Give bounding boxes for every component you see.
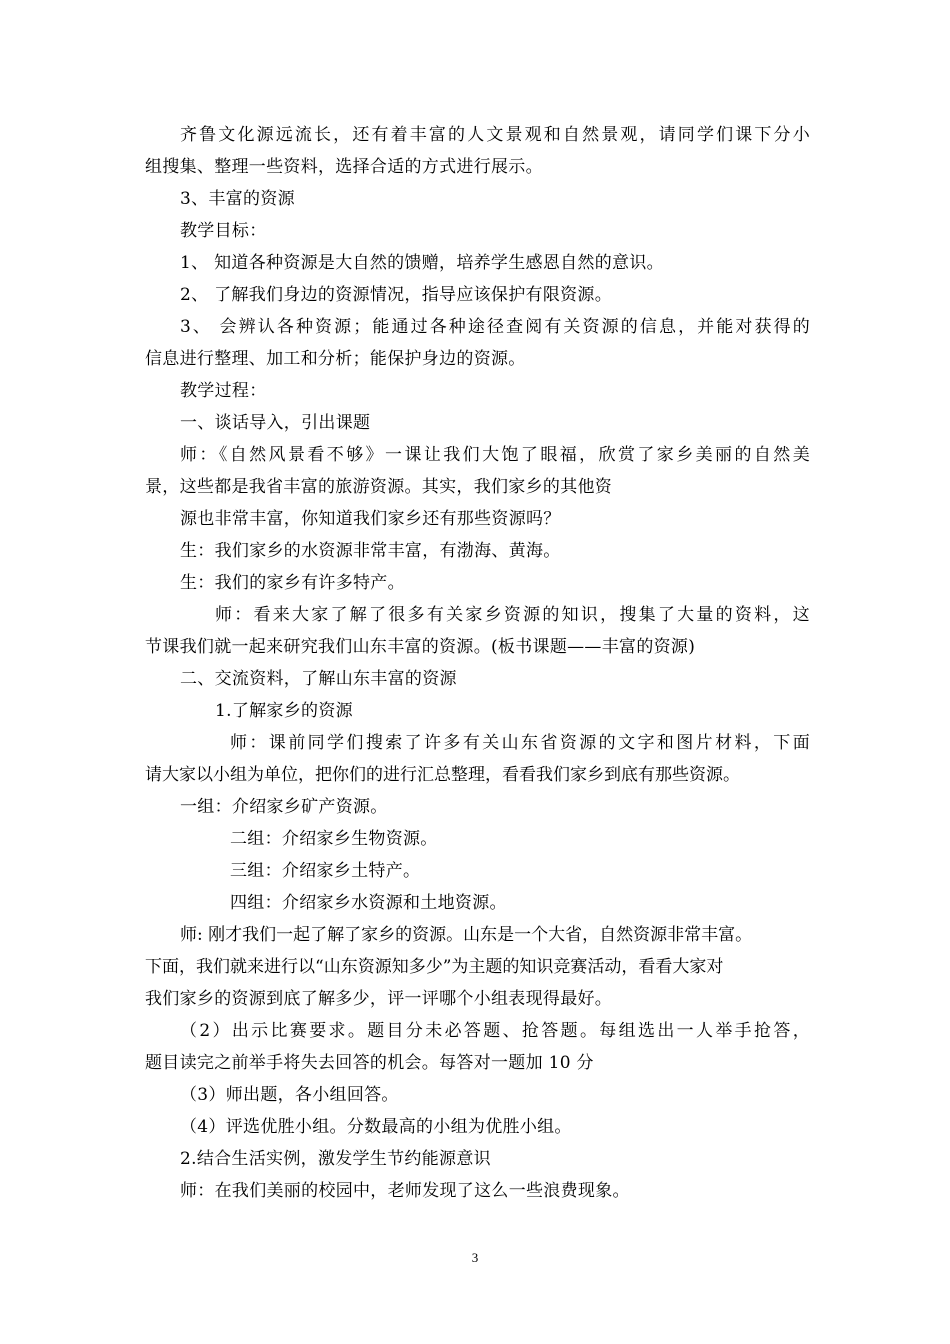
text-line: 师：看来大家了解了很多有关家乡资源的知识，搜集了大量的资料，这 <box>215 605 810 625</box>
text-line: 我们家乡的资源到底了解多少，评一评哪个小组表现得最好。 <box>145 989 613 1009</box>
text-line: 题目读完之前举手将失去回答的机会。每答对一题加 10 分 <box>145 1053 594 1073</box>
list-item: 1、 知道各种资源是大自然的馈赠，培养学生感恩自然的意识。 <box>180 253 664 273</box>
list-item: 3、 会辨认各种资源；能通过各种途径查阅有关资源的信息，并能对获得的 <box>180 317 810 337</box>
text-line: （3）师出题，各小组回答。 <box>180 1085 399 1105</box>
page-number: 3 <box>471 1250 479 1265</box>
section-heading: 2.结合生活实例，激发学生节约能源意识 <box>180 1149 491 1169</box>
text-line: 三组：介绍家乡土特产。 <box>230 861 421 881</box>
text-line: 源也非常丰富，你知道我们家乡还有那些资源吗？ <box>180 509 561 529</box>
text-line: 师：《自然风景看不够》一课让我们大饱了眼福，欣赏了家乡美丽的自然美 <box>180 445 810 465</box>
text-line: 信息进行整理、加工和分析；能保护身边的资源。 <box>145 349 526 369</box>
text-line: 师：课前同学们搜索了许多有关山东省资源的文字和图片材料，下面 <box>230 733 810 753</box>
text-line: 组搜集、整理一些资料，选择合适的方式进行展示。 <box>145 157 543 177</box>
section-heading: 3、丰富的资源 <box>180 189 295 209</box>
text-line: 生：我们的家乡有许多特产。 <box>180 573 405 593</box>
text-line: 一组：介绍家乡矿产资源。 <box>180 797 388 817</box>
text-line: 教学目标： <box>180 221 267 241</box>
list-item: 2、 了解我们身边的资源情况，指导应该保护有限资源。 <box>180 285 613 305</box>
section-heading: 二、交流资料，了解山东丰富的资源 <box>180 669 457 689</box>
text-line: 师：在我们美丽的校园中，老师发现了这么一些浪费现象。 <box>180 1181 630 1201</box>
text-line: 教学过程： <box>180 381 267 401</box>
section-heading: 一、谈话导入，引出课题 <box>180 413 371 433</box>
text-line: 景，这些都是我省丰富的旅游资源。其实，我们家乡的其他资 <box>145 477 613 497</box>
text-line: 师: 刚才我们一起了解了家乡的资源。山东是一个大省，自然资源非常丰富。 <box>180 925 753 945</box>
text-line: 节课我们就一起来研究我们山东丰富的资源。(板书课题——丰富的资源) <box>145 637 696 657</box>
section-heading: 1.了解家乡的资源 <box>215 701 353 721</box>
text-line: （2）出示比赛要求。题目分未必答题、抢答题。每组选出一人举手抢答， <box>180 1021 810 1041</box>
text-line: 齐鲁文化源远流长，还有着丰富的人文景观和自然景观，请同学们课下分小 <box>180 125 810 145</box>
text-line: （4）评选优胜小组。分数最高的小组为优胜小组。 <box>180 1117 572 1137</box>
text-line: 请大家以小组为单位，把你们的进行汇总整理，看看我们家乡到底有那些资源。 <box>145 765 740 785</box>
text-line: 生：我们家乡的水资源非常丰富，有渤海、黄海。 <box>180 541 561 561</box>
text-line: 四组：介绍家乡水资源和土地资源。 <box>230 893 507 913</box>
text-line: 二组：介绍家乡生物资源。 <box>230 829 438 849</box>
text-line: 下面，我们就来进行以“山东资源知多少”为主题的知识竞赛活动，看看大家对 <box>145 957 724 977</box>
